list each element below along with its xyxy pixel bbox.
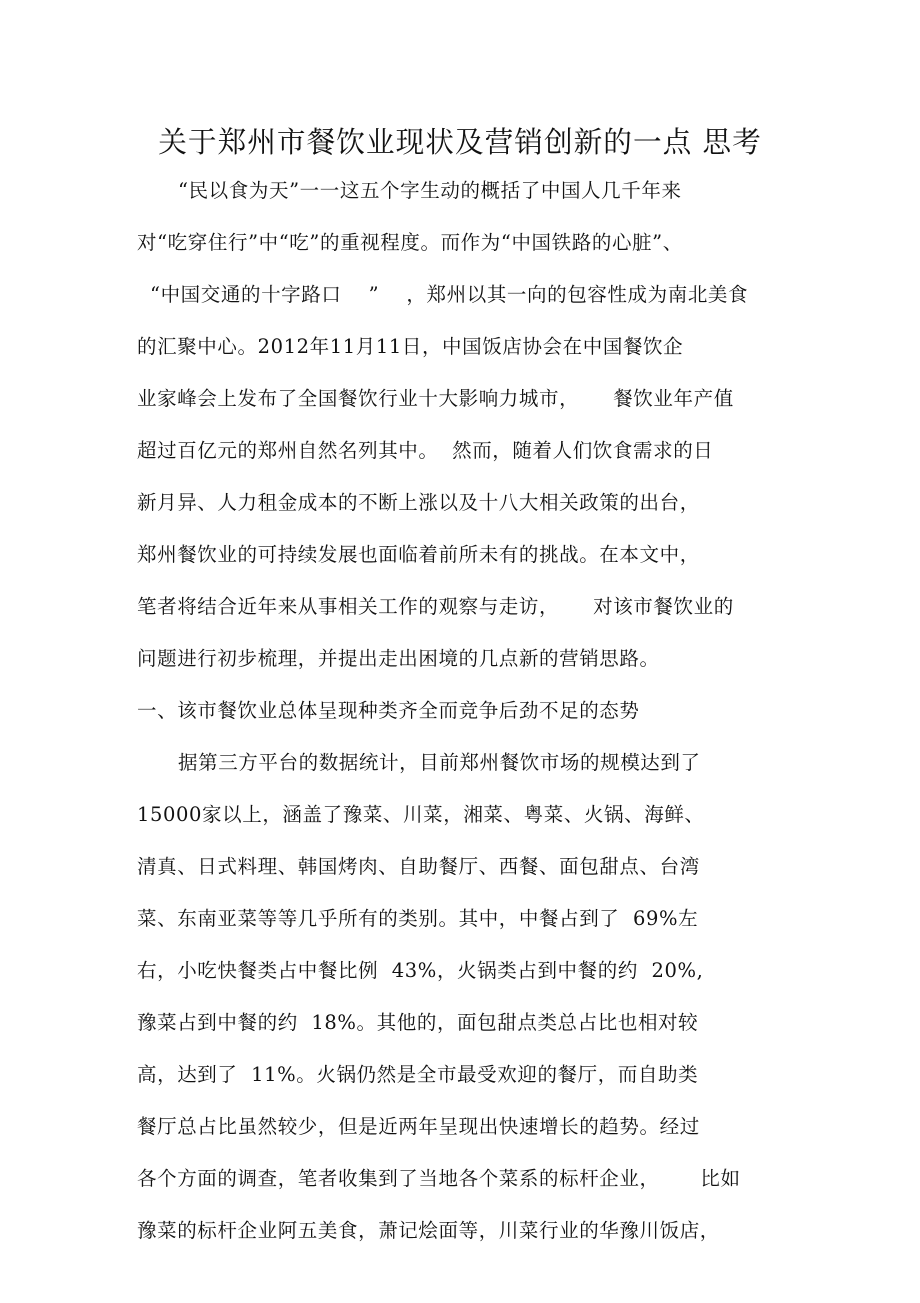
- paragraph-line: 右，小吃快餐类占中餐比例 43%，火锅类占到中餐的约 20%,: [137, 959, 704, 982]
- paragraph-line: 豫菜占到中餐的约 18%。其他的，面包甜点类总占比也相对较: [137, 1011, 699, 1034]
- paragraph-line: 据第三方平台的数据统计，目前郑州餐饮市场的规模达到了: [178, 751, 701, 774]
- paragraph-line: 餐厅总占比虽然较少，但是近两年呈现出快速增长的趋势。经过: [137, 1115, 700, 1138]
- paragraph-line: 业家峰会上发布了全国餐饮行业十大影响力城市， 餐饮业年产值: [137, 387, 734, 410]
- paragraph-line: 问题进行初步梳理，并提出走出困境的几点新的营销思路。: [137, 647, 660, 670]
- paragraph-line: 新月异、人力租金成本的不断上涨以及十八大相关政策的出台，: [137, 491, 700, 514]
- paragraph-line: 对“吃穿住行”中“吃”的重视程度。而作为“中国铁路的心脏”、: [137, 231, 683, 254]
- paragraph-line: 高，达到了 11%。火锅仍然是全市最受欢迎的餐厅，而自助类: [137, 1063, 699, 1086]
- section-heading: 一、该市餐饮业总体呈现种类齐全而竞争后劲不足的态势: [137, 699, 640, 722]
- paragraph-line: 超过百亿元的郑州自然名列其中。 然而，随着人们饮食需求的日: [137, 439, 714, 462]
- paragraph-line: 笔者将结合近年来从事相关工作的观察与走访， 对该市餐饮业的: [137, 595, 734, 618]
- paragraph-line: “民以食为天”一一这五个字生动的概括了中国人几千年来: [178, 179, 682, 202]
- paragraph-line: 豫菜的标杆企业阿五美食，萧记烩面等，川菜行业的华豫川饭店，: [137, 1219, 720, 1242]
- paragraph-line: 郑州餐饮业的可持续发展也面临着前所未有的挑战。在本文中，: [137, 543, 700, 566]
- paragraph-line: 15000家以上，涵盖了豫菜、川菜，湘菜、粤菜、火锅、海鲜、: [137, 803, 705, 826]
- paragraph-line: “中国交通的十字路口 ” ，郑州以其一向的包容性成为南北美食: [150, 283, 749, 306]
- paragraph-line: 清真、日式料理、韩国烤肉、自助餐厅、西餐、面包甜点、台湾: [137, 855, 700, 878]
- paragraph-line: 各个方面的调查，笔者收集到了当地各个菜系的标杆企业， 比如: [137, 1167, 741, 1190]
- document-title: 关于郑州市餐饮业现状及营销创新的一点 思考: [158, 125, 762, 159]
- paragraph-line: 的汇聚中心。2012年11月11日，中国饭店协会在中国餐饮企: [137, 335, 684, 358]
- paragraph-line: 菜、东南亚菜等等几乎所有的类别。其中，中餐占到了 69%左: [137, 907, 699, 930]
